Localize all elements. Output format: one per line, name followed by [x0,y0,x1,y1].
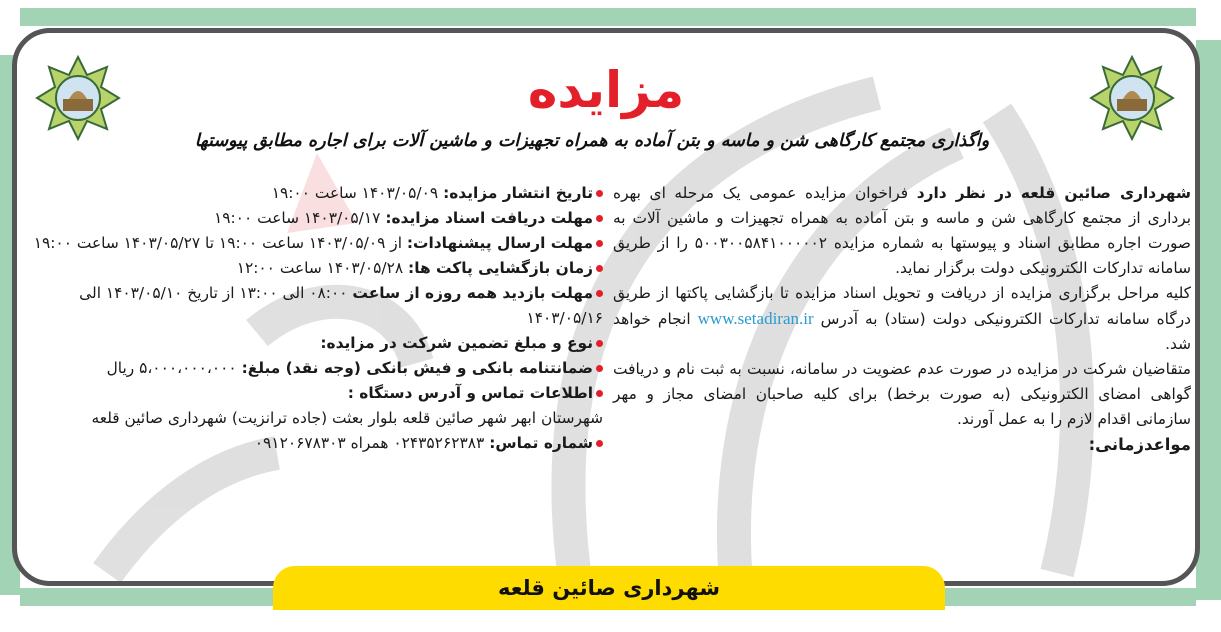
item-value: ۱۴۰۳/۰۵/۱۷ ساعت ۱۹:۰۰ [213,209,386,227]
contact-label: شماره تماس: [489,434,593,452]
schedule-item [31,281,603,331]
item-label: زمان بازگشایی پاکت ها: [408,259,593,277]
bullet-icon [596,215,603,222]
schedule-item [31,231,603,256]
process-paragraph [613,281,1191,357]
intro-text: فراخوان مزایده عمومی یک مرحله ای بهره برداری از مجتمع کارگاهی شن و ماسه و بتن آماده به همراه تجهیزات و ماشین آلات به صورت اجاره مطابق اسناد و پیوستها به شماره مزایده ۵۰۰۳۰۰۵۸۴۱۰۰۰۰۰۲ را از طریق سامانه تدارکات الکترونیکی دولت برگزار نماید. [613,184,1191,277]
schedule-item [31,356,603,381]
schedule-heading: مواعدزمانی: [1088,435,1191,454]
intro-paragraph [613,181,1191,281]
item-value: ۵،۰۰۰،۰۰۰،۰۰۰ ریال [106,359,242,377]
bullet-icon [596,190,603,197]
item-label: نوع و مبلغ تضمین شرکت در مزایده: [320,334,593,352]
footer-org-banner: شهرداری صائین قلعه [273,566,945,610]
process-text: کلیه مراحل برگزاری مزایده از دریافت و تحویل اسناد مزایده تا بازگشایی پاکتها از طریق درگاه سامانه تدارکات الکترونیکی دولت (ستاد) به آدرس [613,284,1191,328]
bullet-icon [596,390,603,397]
bullet-icon [596,240,603,247]
setadiran-link[interactable]: www.setadiran.ir [697,309,814,328]
intro-lead: شهرداری صائین قلعه در نظر دارد [916,184,1191,202]
schedule-item [31,181,603,206]
ad-subtitle: واگذاری مجتمع کارگاهی شن و ماسه و بتن آماده به همراه تجهیزات و ماشین آلات برای اجاره مطابق پیوستها [194,131,990,151]
schedule-item [31,256,603,281]
item-value: ۱۴۰۳/۰۵/۲۸ ساعت ۱۲:۰۰ [236,259,409,277]
bullet-icon [596,365,603,372]
ad-frame [12,28,1200,586]
bullet-icon [596,265,603,272]
bullet-icon [596,440,603,447]
contact-item [31,431,603,456]
ad-title: مزایده [527,61,685,119]
schedule-item [31,206,603,231]
applicants-paragraph: متقاضیان شرکت در مزایده در صورت عدم عضویت در سامانه، نسبت به ثبت نام و دریافت گواهی امضای الکترونیکی (به صورت برخط) برای کلیه صاحبان امضای مجاز و مهر سازمانی اقدام لازم را به عمل آورند. [613,360,1191,428]
intro-column [613,181,1191,457]
schedule-item [31,331,603,356]
item-value: از ۱۴۰۳/۰۵/۰۹ ساعت ۱۹:۰۰ تا ۱۴۰۳/۰۵/۲۷ ساعت ۱۹:۰۰ [33,234,407,252]
process-text-end: انجام خواهد شد. [613,310,1191,353]
schedule-item [31,381,603,406]
item-label: ضمانتنامه بانکی و فیش بانکی (وجه نقد) مبلغ: [241,359,593,377]
bullet-icon [596,340,603,347]
schedule-column [31,181,603,456]
item-value: ۱۴۰۳/۰۵/۰۹ ساعت ۱۹:۰۰ [271,184,444,202]
item-label: اطلاعات تماس و آدرس دستگاه : [347,384,593,402]
item-label: مهلت دریافت اسناد مزایده: [385,209,593,227]
bullet-icon [596,290,603,297]
top-green-band [20,8,1196,26]
contact-value: ۰۲۴۳۵۲۶۲۳۸۳ همراه ۰۹۱۲۰۶۷۸۳۰۳ [254,434,490,452]
address-text: شهرستان ابهر شهر صائین قلعه بلوار بعثت (جاده ترانزیت) شهرداری صائین قلعه [91,409,603,427]
item-label: مهلت ارسال پیشنهادات: [406,234,593,252]
item-value: ۰۸:۰۰ الی ۱۳:۰۰ از تاریخ ۱۴۰۳/۰۵/۱۰ الی ۱۴۰۳/۰۵/۱۶ [79,284,603,327]
item-label: مهلت بازدید همه روزه از ساعت [352,284,593,302]
item-label: تاریخ انتشار مزایده: [443,184,593,202]
